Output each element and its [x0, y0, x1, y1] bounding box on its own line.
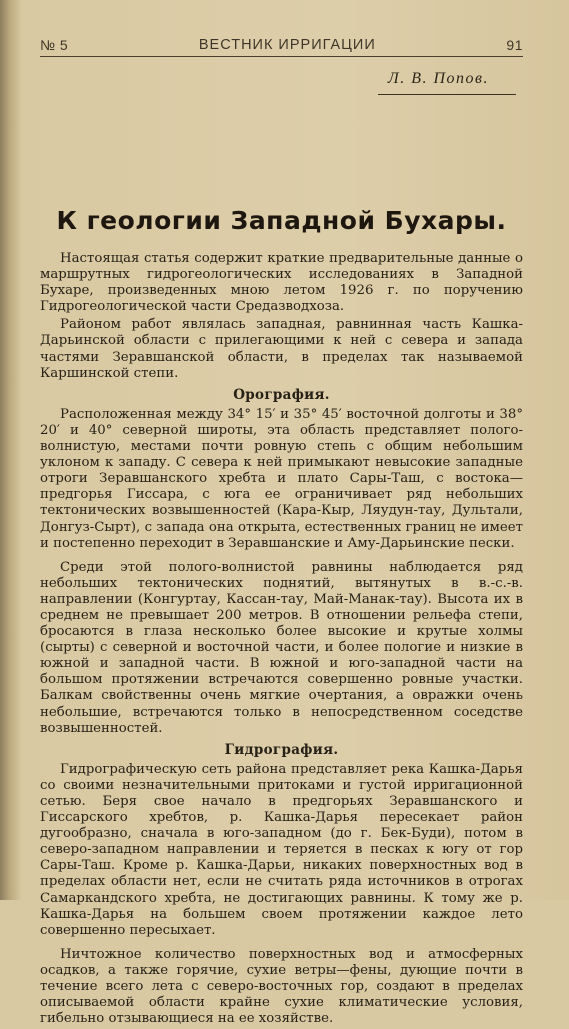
article-title: К геологии Западной Бухары.: [56, 206, 507, 235]
author-name: Л. В. Попов.: [387, 70, 489, 87]
section-heading-hydrography: Гидрография.: [224, 741, 339, 758]
intro-paragraph-2: Районом работ являлась западная, равнинная часть Кашка-Дарьинской области с прилегающими к ней с севера и запада частями Зеравшанской области, в пределах так называемой Каршинской степи.: [40, 317, 523, 381]
page-number: 91: [506, 37, 523, 53]
hydrography-paragraph-2: Ничтожное количество поверхностных вод и атмосферных осадков, а также горячие, сухие ветры—фены, дующие почти в течение всего лета с северо-восточных гор, создают в пределах описываемой области крайне сухие климатические условия, гибельно отзывающиеся на ее хозяйстве.: [40, 946, 523, 1027]
issue-number: № 5: [40, 37, 69, 53]
intro-paragraph-1: Настоящая статья содержит краткие предварительные данные о маршрутных гидрогеологических исследованиях в Западной Бухаре, произведенных мною летом 1926 г. по поручению Гидрогеологической части Средазводхоза.: [40, 251, 523, 315]
journal-name: ВЕСТНИК ИРРИГАЦИИ: [198, 37, 376, 53]
running-header: [40, 34, 523, 57]
article-body: [40, 251, 523, 1029]
orography-paragraph-1: Расположенная между 34° 15′ и 35° 45′ восточной долготы и 38° 20′ и 40° северной широты, эта область представляет полого-волнистую, местами почти ровную степь с общим небольшим уклоном к западу. С севера к ней примыкают невысокие западные отроги Зеравшанского хребта и плато Сары-Таш, с востока—предгорья Гиссара, с юга ее ограничивает ряд небольших тектонических возвышенностей (Кара-Кыр, Ляудун-тау, Дультали, Донгуз-Сырт), с запада она открыта, естественных границ не имеет и постепенно переходит в Зеравшанские и Аму-Дарьинские пески.: [40, 406, 523, 551]
orography-paragraph-2: Среди этой полого-волнистой равнины наблюдается ряд небольших тектонических поднятий, вытянутых в в.-с.-в. направлении (Конгуртау, Кассан-тау, Май-Манак-тау). Высота их в среднем не превышает 200 метров. В отношении рельефа степи, бросаются в глаза несколько более высокие и крутые холмы (сырты) с северной и восточной части, и более пологие и низкие в южной и западной части. В южной и юго-западной части на большом протяжении встречаются совершенно ровные участки. Балкам свойственны очень мягкие очертания, а овражки очень небольшие, встречаются только в непосредственном соседстве возвышенностей.: [40, 559, 523, 736]
author-underline: [378, 94, 516, 95]
hydrography-paragraph-1: Гидрографическую сеть района представляет река Кашка-Дарья со своими незначительными притоками и густой ирригационной сетью. Беря свое начало в предгорьях Зеравшанского и Гиссарского хребтов, р. Кашка-Дарья пересекает район дугообразно, сначала в юго-западном (до г. Бек-Буди), потом в северо-западном направлении и теряется в песках к югу от гор Сары-Таш. Кроме р. Кашка-Дарьи, никаких поверхностных вод в пределах области нет, если не считать ряда источников в отрогах Самаркандского хребта, не достигающих равнины. К тому же р. Кашка-Дарья на большем своем протяжении каждое лето совершенно пересыхает.: [40, 761, 523, 938]
section-heading-orography: Орография.: [233, 386, 330, 403]
